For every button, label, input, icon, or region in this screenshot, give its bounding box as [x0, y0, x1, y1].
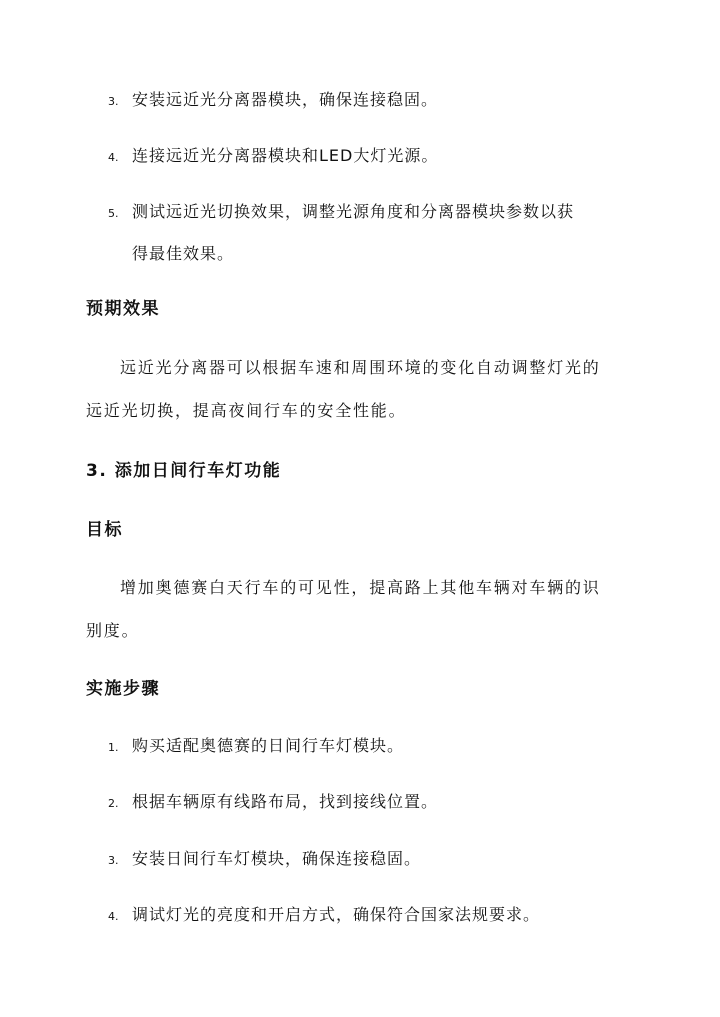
- section-heading-goal: 目标: [86, 520, 123, 540]
- list-number: 4.: [108, 151, 119, 164]
- section-heading-expected: 预期效果: [86, 299, 160, 319]
- list-number: 3.: [108, 95, 119, 108]
- section-heading-3: 3. 添加日间行车灯功能: [86, 461, 282, 481]
- list-text: 购买适配奥德赛的日间行车灯模块。: [132, 736, 405, 755]
- paragraph-line: 别度。: [86, 621, 140, 640]
- list-text: 安装远近光分离器模块，确保连接稳固。: [132, 90, 439, 109]
- list-number: 4.: [108, 910, 119, 923]
- list-text: 根据车辆原有线路布局，找到接线位置。: [132, 792, 439, 811]
- list-text: 连接远近光分离器模块和LED大灯光源。: [132, 146, 439, 165]
- list-text: 安装日间行车灯模块，确保连接稳固。: [132, 849, 422, 868]
- list-number: 1.: [108, 741, 119, 754]
- paragraph-line: 远近光切换，提高夜间行车的安全性能。: [86, 401, 407, 420]
- list-number: 5.: [108, 207, 119, 220]
- list-text: 测试远近光切换效果，调整光源角度和分离器模块参数以获: [132, 202, 575, 221]
- list-text-continuation: 得最佳效果。: [132, 244, 235, 263]
- list-text: 调试灯光的亮度和开启方式，确保符合国家法规要求。: [132, 905, 541, 924]
- section-heading-steps: 实施步骤: [86, 679, 160, 699]
- list-number: 3.: [108, 854, 119, 867]
- list-number: 2.: [108, 797, 119, 810]
- paragraph-line: 远近光分离器可以根据车速和周围环境的变化自动调整灯光的: [120, 358, 601, 377]
- paragraph-line: 增加奥德赛白天行车的可见性，提高路上其他车辆对车辆的识: [120, 578, 601, 597]
